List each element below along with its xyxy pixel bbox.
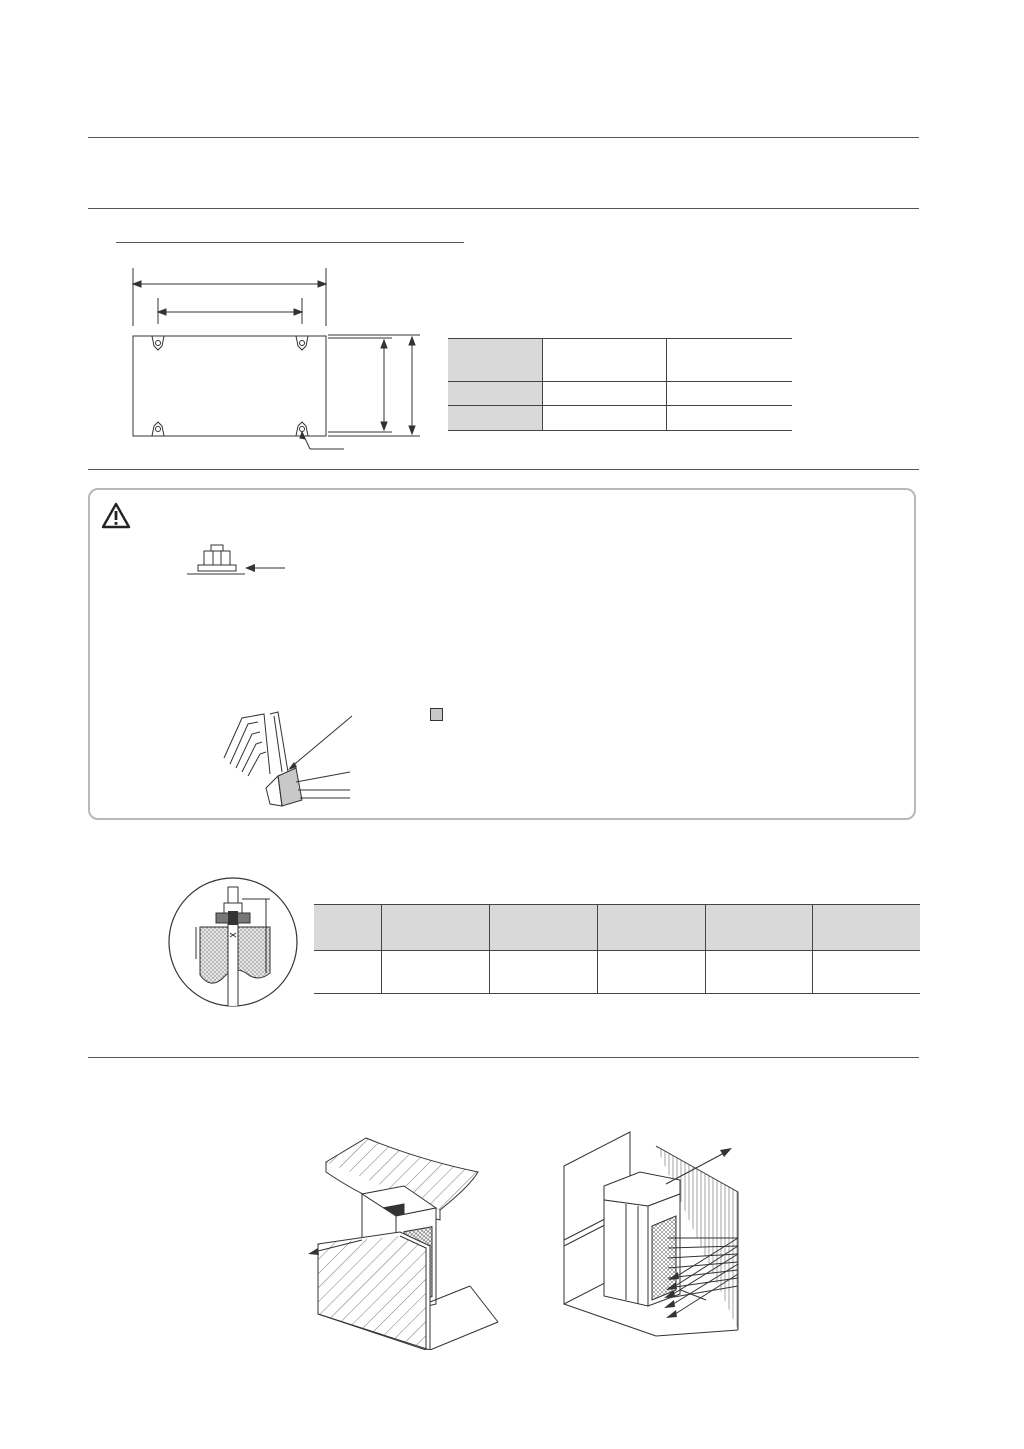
warning-triangle-icon — [101, 502, 131, 529]
section-rule-3 — [88, 1057, 919, 1058]
anchor-bolt-table — [314, 904, 922, 996]
top-rule — [88, 137, 919, 138]
installation-roof-illustration — [300, 1136, 520, 1350]
installation-louver-illustration — [556, 1130, 746, 1340]
unit-corner-detail — [218, 710, 358, 810]
section-rule-2 — [88, 469, 919, 470]
subheading-underline — [116, 242, 464, 243]
section-rule-1 — [88, 208, 919, 209]
caution-legend-swatch — [430, 708, 443, 721]
anchor-bolt-detail — [166, 875, 300, 1009]
foundation-footprint-diagram — [120, 262, 430, 457]
caution-box — [88, 488, 916, 820]
dimension-table — [448, 338, 794, 434]
nut-washer-icon — [185, 543, 287, 579]
